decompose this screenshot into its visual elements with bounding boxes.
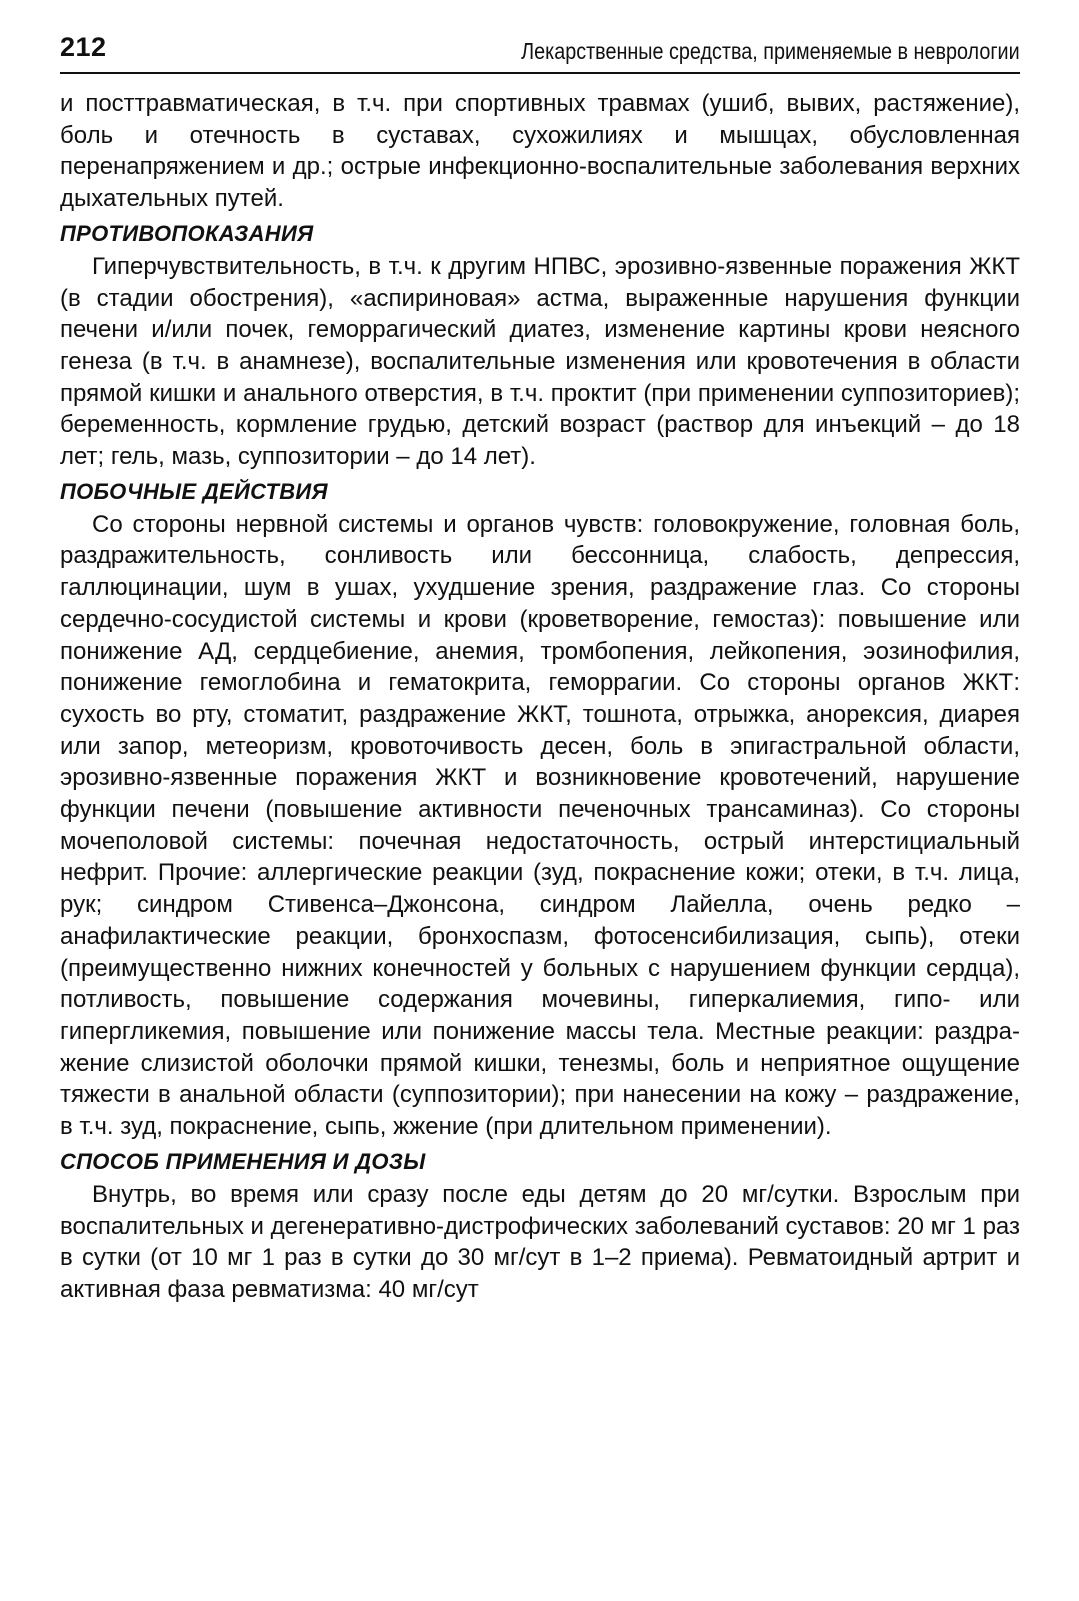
page-header: [60, 28, 1020, 74]
contraindications-text: Гиперчувствительность, в т.ч. к другим НПВС, эрозивно-язвенные поражения ЖКТ (в стадии обострения), «аспириновая» астма, выраженные нарушения функции печени и/или почек, геморрагический диатез, изменение картины крови неясного генеза (в т.ч. в анамнезе), воспалительные изменения или кровотечения в области прямой кишки и анального отверстия, в т.ч. проктит (при применении суппозиториев); беременность, кормление грудью, детский возраст (раствор для инъекций – до 18 лет; гель, мазь, суппозитории – до 14 лет).: [60, 252, 1020, 471]
dosage-text: Внутрь, во время или сразу после еды детям до 20 мг/сутки. Взрослым при воспалительных и дегенеративно-дистрофических заболеваний суставов: 20 мг 1 раз в сутки (от 10 мг 1 раз в сутки до 30 мг/сут в 1–2 приема). Ревматоидный артрит и активная фаза ревматизма: 40 мг/сут: [60, 1180, 1020, 1303]
side-effects-text: Со стороны нервной системы и органов чувств: головокружение, головная боль, раздражительность, сонливость или бессонница, слабость, депрессия, галлюцинации, шум в ушах, ухудшение зрения, раздражение глаз. Со стороны сердечно-сосудистой системы и крови (кроветворение, гемостаз): повышение или понижение АД, сердцебиение, анемия, тромбопения, лейкопения, эозинофилия, понижение гемоглобина и гематокрита, геморрагии. Со стороны органов ЖКТ: сухость во рту, стоматит, раздражение ЖКТ, тошнота, отрыжка, анорексия, диарея или запор, метеоризм, кровоточивость десен, боль в эпигастральной области, эрозивно-язвенные поражения ЖКТ и возникновение кровотечений, нарушение функции печени (повышение активности печеночных трансаминаз). Со стороны мочеполовой системы: почечная недостаточность, острый интерстициальный нефрит. Прочие: аллергические реакции (зуд, покраснение кожи; отеки, в т.ч. лица, рук; синдром Стивенса–Джонсона, синдром Лайелла, очень редко – анафилактические реакции, бронхоспазм, фотосенсибилизация, сыпь), отеки (преимущественно нижних конечностей у больных с нарушением функции сердца), потливость, повышение содержания мочевины, гиперкалиемия, гипо- или гипергликемия, повышение или понижение массы тела. Местные реакции: раздражение слизистой оболочки прямой кишки, тенезмы, боль и неприятное ощущение тяжести в анальной области (суппозитории); при нанесении на кожу – раздражение, в т.ч. зуд, покраснение, сыпь, жжение (при длительном применении).: [60, 510, 1020, 1141]
dosage-heading: СПОСОБ ПРИМЕНЕНИЯ И ДОЗЫ: [60, 1148, 426, 1174]
book-page: [60, 28, 1020, 1306]
contraindications-heading: ПРОТИВОПОКАЗАНИЯ: [60, 220, 314, 246]
page-content: [60, 88, 1020, 1306]
intro-paragraph: и посттравматическая, в т.ч. при спортивных травмах (ушиб, вывих, растяжение), боль и отечность в суставах, сухожилиях и мышцах, обусловленная перенапряжением и др.; острые инфекционно-воспалительные заболевания верхних дыхательных путей.: [60, 90, 1020, 213]
page-number: 212: [60, 32, 107, 62]
running-title: Лекарственные средства, применяемые в неврологии: [521, 38, 1020, 64]
side-effects-heading: ПОБОЧНЫЕ ДЕЙСТВИЯ: [60, 478, 328, 504]
